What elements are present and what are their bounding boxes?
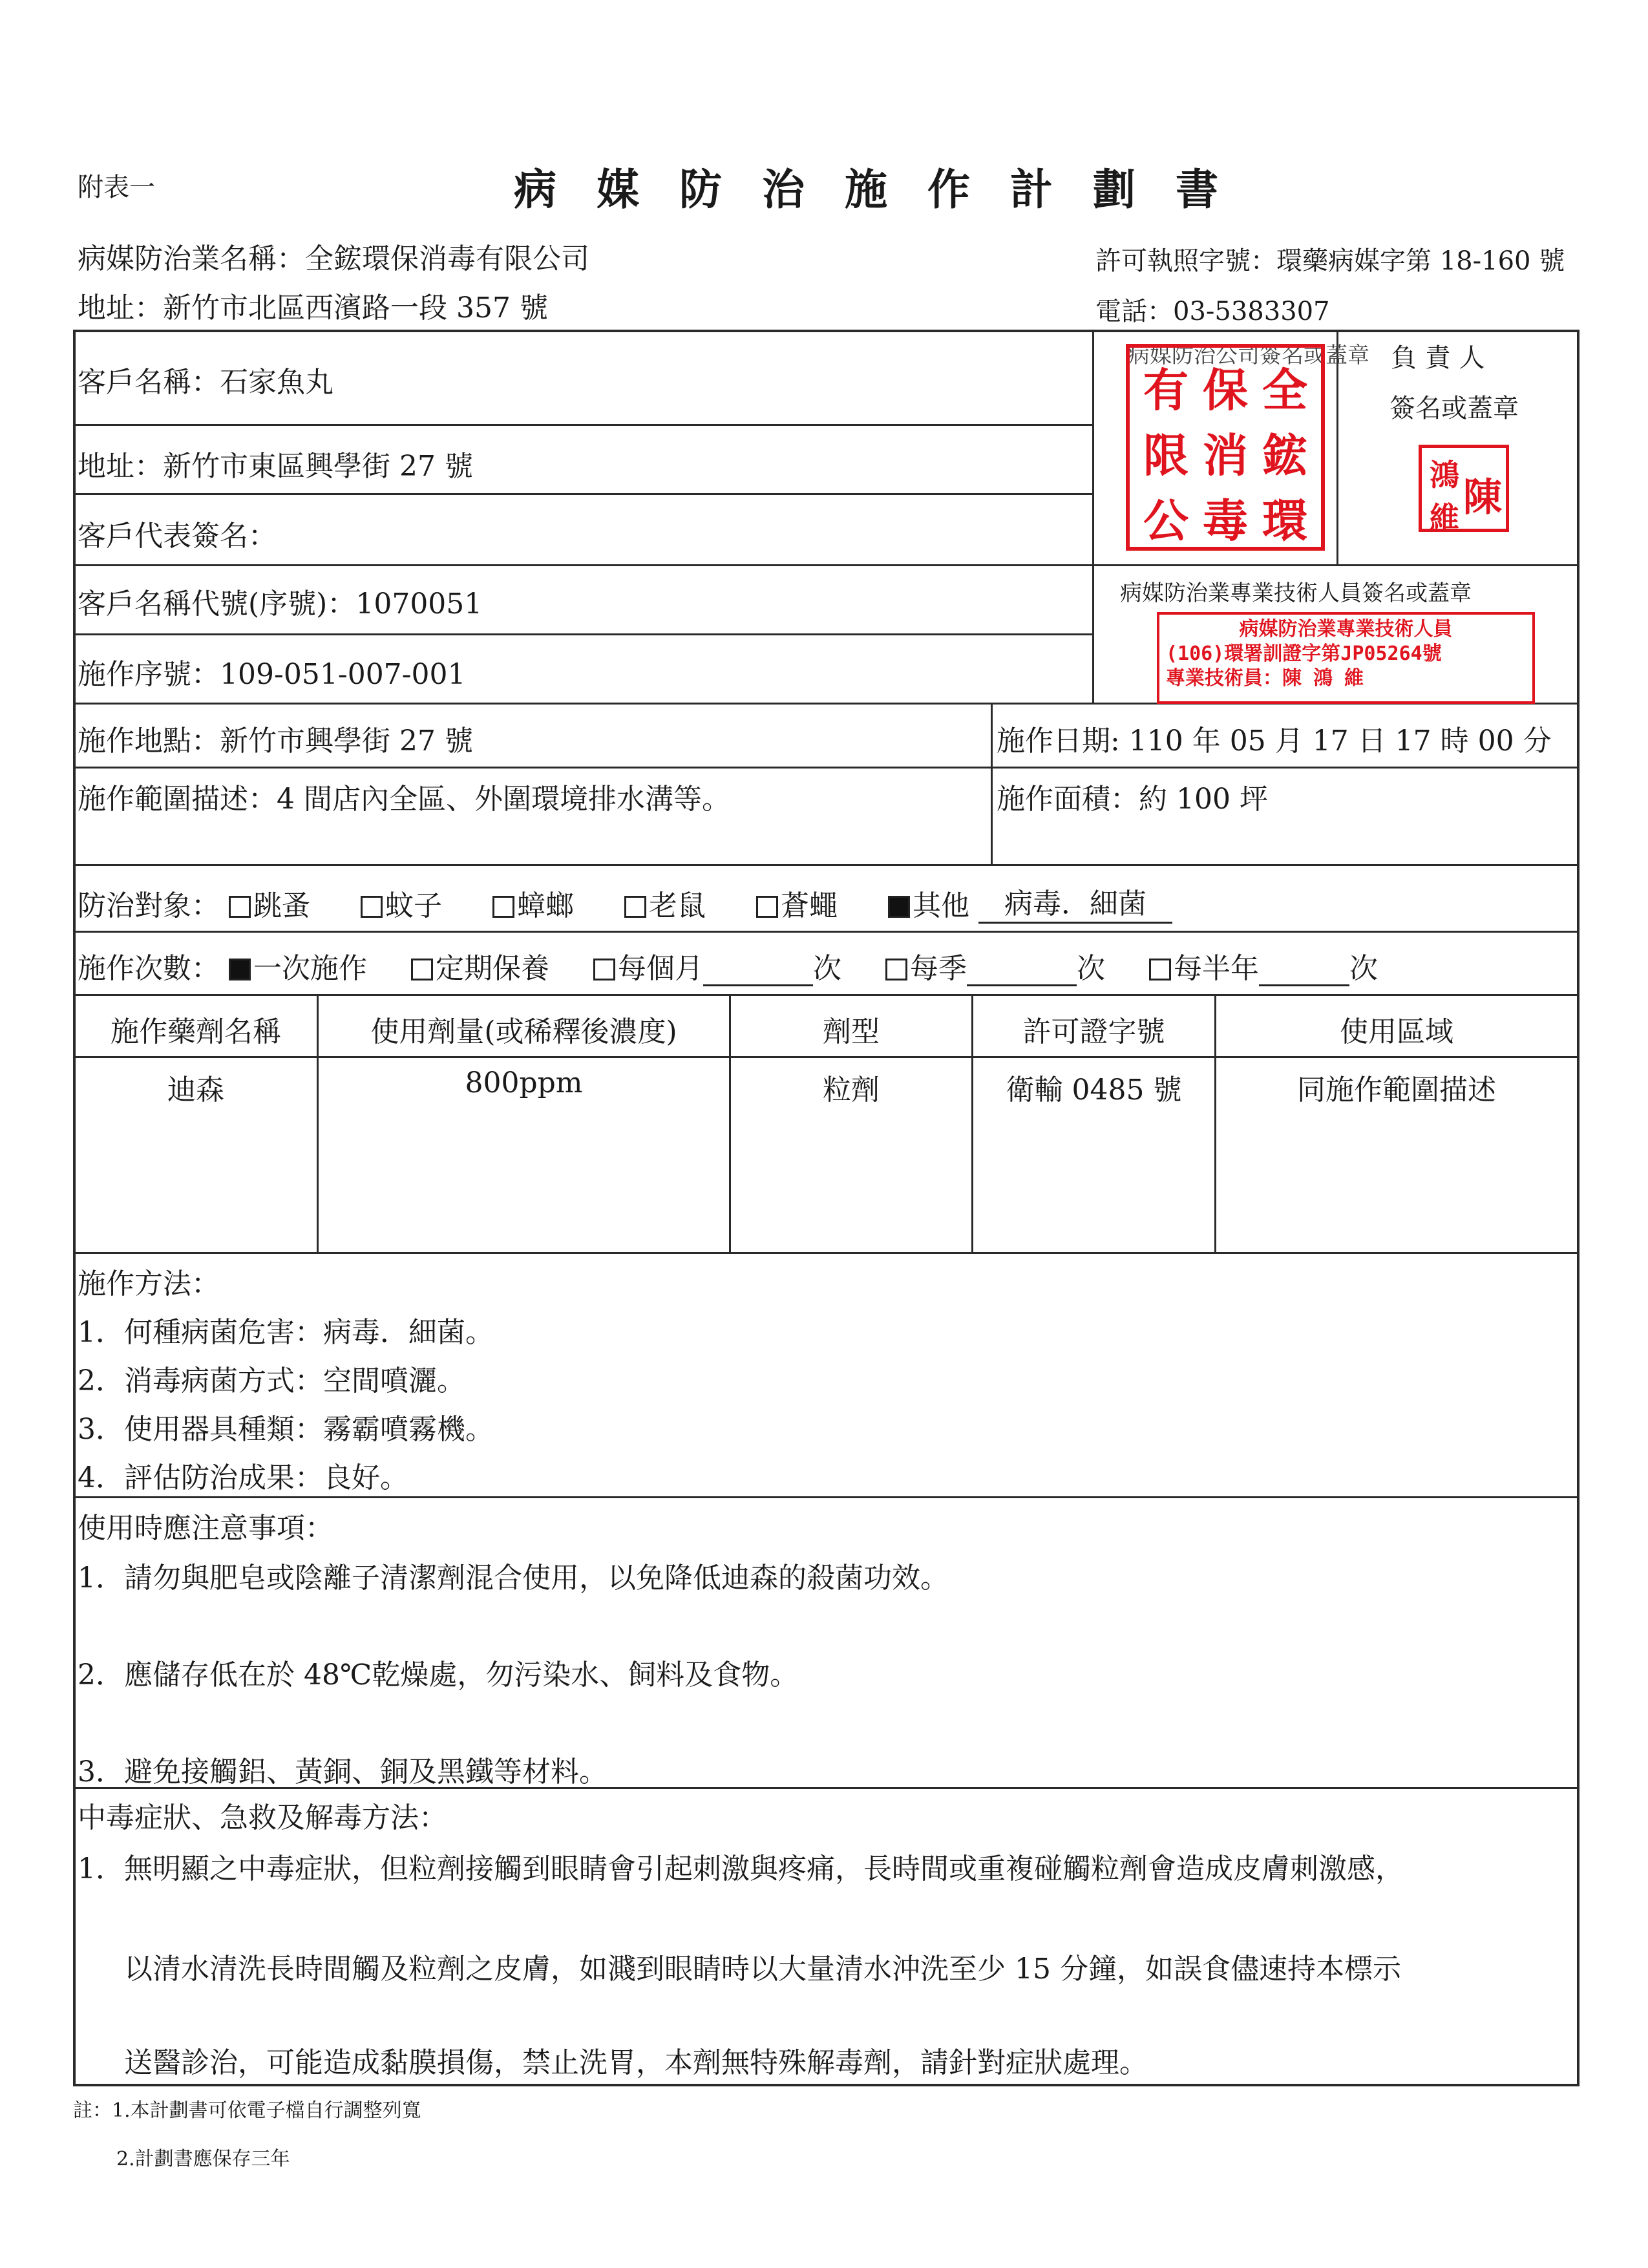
freq-quarterly[interactable]: 每季 [885,952,967,985]
target-rat[interactable]: 老鼠 [624,889,706,922]
caution-item: 3．避免接觸鋁、黃銅、銅及黑鐵等材料。 [78,1755,607,1788]
page-title: 病媒防治施作計劃書 [514,164,1258,215]
cell-chemical: 迪森 [167,1074,224,1107]
caution-item: 2．應儲存低在於 48℃乾燥處，勿污染水、飼料及食物。 [78,1659,799,1691]
targets-row: 防治對象： 跳蚤 蚊子 蟑螂 老鼠 蒼蠅 其他 病毒．細菌 [78,880,1172,924]
owner-sign-label: 簽名或蓋章 [1389,394,1519,423]
site-location: 施作地點：新竹市興學街 27 號 [78,725,473,758]
company-name: 病媒防治業名稱：全鋐環保消毒有限公司 [78,242,589,275]
col-header-dosage: 使用劑量(或稀釋後濃度) [370,1015,677,1048]
method-item: 1．何種病菌危害：病毒．細菌。 [78,1316,494,1349]
scope-description: 施作範圍描述：4 間店內全區、外圍環境排水溝等。 [78,783,730,816]
cell-permit: 衛輸 0485 號 [1006,1074,1182,1107]
cell-formulation: 粒劑 [823,1074,880,1107]
col-header-area: 使用區域 [1340,1015,1453,1048]
note-line: 註：1.本計劃書可依電子檔自行調整列寬 [73,2099,421,2122]
client-address: 地址：新竹市東區興學街 27 號 [78,450,473,483]
method-item: 2．消毒病菌方式：空間噴灑。 [78,1364,465,1397]
company-sign-label: 病媒防治公司簽名或蓋章 [1128,343,1369,368]
technician-stamp: 病媒防治業專業技術人員 (106)環署訓證字第JP05264號 專業技術員：陳 鴻 維 [1157,612,1535,704]
method-title: 施作方法： [78,1267,220,1300]
firstaid-line: 送醫診治，可能造成黏膜損傷，禁止洗胃，本劑無特殊解毒劑，請針對症狀處理。 [124,2046,1148,2079]
owner-seal: 鴻 陳 維 [1419,445,1509,532]
frequency-row: 施作次數： 一次施作 定期保養 每個月 次 每季 次 每半年 次 [78,952,1378,985]
company-address: 地址：新竹市北區西濱路一段 357 號 [78,291,548,324]
col-header-chemical: 施作藥劑名稱 [111,1015,281,1048]
col-header-formulation: 劑型 [823,1015,880,1048]
service-area: 施作面積：約 100 坪 [997,783,1268,816]
freq-regular[interactable]: 定期保養 [411,952,549,985]
method-item: 4．評估防治成果：良好。 [78,1461,408,1494]
firstaid-line: 以清水清洗長時間觸及粒劑之皮膚，如濺到眼睛時以大量清水沖洗至少 15 分鐘，如誤食儘速持本標示 [124,1953,1401,1986]
cell-dosage: 800ppm [465,1066,583,1099]
owner-label: 負 責 人 [1391,343,1485,373]
target-other[interactable]: 其他 [888,889,969,922]
client-name: 客戶名稱：石家魚丸 [78,366,333,399]
client-rep-signature: 客戶代表簽名： [78,520,277,553]
cautions-title: 使用時應注意事項： [78,1512,333,1545]
target-flea[interactable]: 跳蚤 [229,889,310,922]
freq-monthly[interactable]: 每個月 [593,952,703,985]
company-seal: 有 保 全 限 消 鋐 公 毒 環 [1126,344,1325,551]
target-mosquito[interactable]: 蚊子 [361,889,442,922]
method-item: 3．使用器具種類：霧霸噴霧機。 [78,1413,494,1446]
firstaid-title: 中毒症狀、急救及解毒方法： [78,1801,447,1834]
company-phone: 電話：03-5383307 [1095,297,1330,326]
license-number: 許可執照字號：環藥病媒字第 18-160 號 [1095,246,1565,276]
service-serial: 施作序號：109-051-007-001 [78,658,466,691]
note-line: 2.計劃書應保存三年 [116,2148,290,2170]
cell-area: 同施作範圍描述 [1297,1074,1496,1107]
client-code: 客戶名稱代號(序號)：1070051 [78,588,483,620]
service-date: 施作日期: 110 年 05 月 17 日 17 時 00 分 [997,725,1552,758]
technician-sign-label: 病媒防治業專業技術人員簽名或蓋章 [1120,580,1472,606]
col-header-permit: 許可證字號 [1022,1015,1165,1048]
firstaid-line: 1．無明顯之中毒症狀，但粒劑接觸到眼睛會引起刺激與疼痛，長時間或重複碰觸粒劑會造成皮膚刺激感， [78,1852,1404,1885]
freq-half-year[interactable]: 每半年 [1149,952,1259,985]
caution-item: 1．請勿與肥皂或陰離子清潔劑混合使用，以免降低迪森的殺菌功效。 [78,1562,949,1595]
freq-once[interactable]: 一次施作 [229,952,367,985]
annex-label: 附表一 [78,173,155,202]
target-fly[interactable]: 蒼蠅 [756,889,838,922]
target-other-value: 病毒．細菌 [978,880,1172,924]
target-cockroach[interactable]: 蟑螂 [492,889,574,922]
